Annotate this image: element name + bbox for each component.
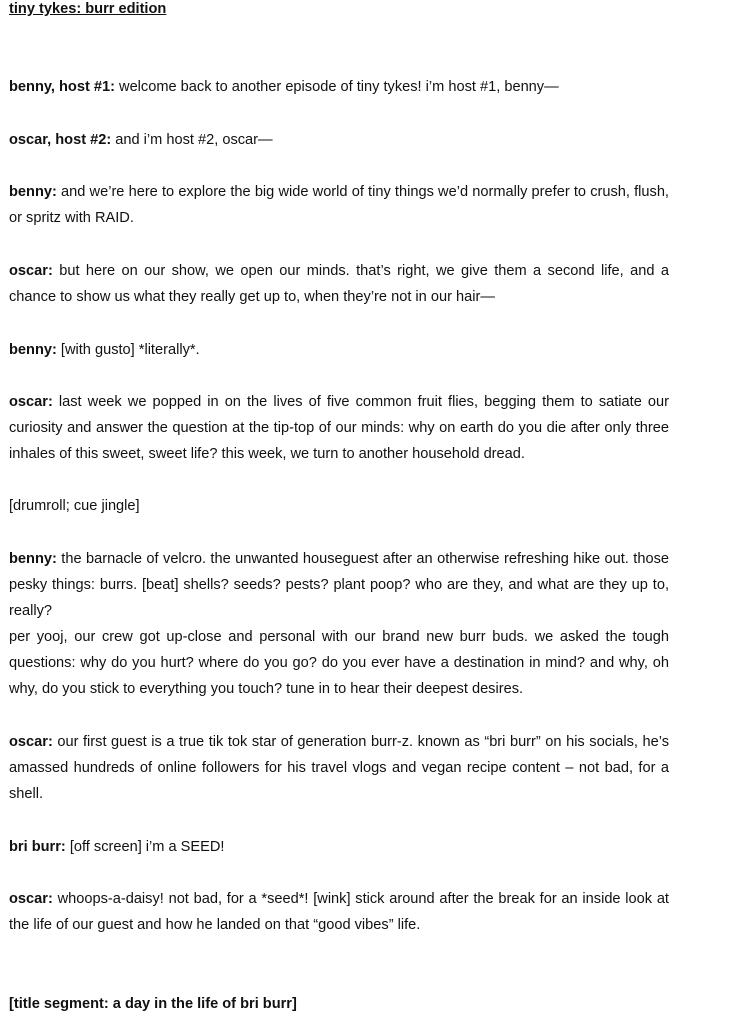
- dialogue-text: last week we popped in on the lives of five common fruit flies, begging them to satiate our curiosity and answer the question at the tip-top of our minds: why on earth do you die after only three inhales of this sweet, sweet life? this week, we turn to another household dread.: [9, 394, 669, 462]
- speaker-label: bri burr:: [9, 839, 66, 855]
- dialogue-text: [off screen] i’m a SEED!: [65, 839, 225, 855]
- dialogue-text: but here on our show, we open our minds. that’s right, we give them a second life, and a chance to show us what they really get up to, when they’re not in our hair—: [9, 263, 669, 305]
- speaker-label: benny:: [9, 184, 57, 200]
- segment-heading: [title segment: a day in the life of bri burr]: [9, 996, 297, 1012]
- stage-direction-text: [drumroll; cue jingle]: [9, 498, 140, 514]
- dialogue-line: [9, 127, 669, 153]
- speaker-label: benny:: [9, 551, 57, 567]
- dialogue-line: [9, 337, 669, 363]
- dialogue-line: [9, 179, 669, 231]
- dialogue-text: and we’re here to explore the big wide world of tiny things we’d normally prefer to crush, flush, or spritz with RAID.: [9, 184, 669, 226]
- narration-line: [9, 624, 669, 702]
- dialogue-line: [9, 546, 669, 624]
- dialogue-text: welcome back to another episode of tiny tykes! i’m host #1, benny—: [114, 79, 559, 95]
- speaker-label: oscar:: [9, 394, 53, 410]
- dialogue-line: [9, 886, 669, 938]
- dialogue-line: [9, 389, 669, 467]
- document-title: tiny tykes: burr edition: [9, 1, 167, 17]
- speaker-label: oscar, host #2:: [9, 132, 112, 148]
- speaker-label: oscar:: [9, 891, 53, 907]
- dialogue-text: the barnacle of velcro. the unwanted houseguest after an otherwise refreshing hike out. those pesky things: burrs. [beat] shells? seeds? pests? plant poop? who are they, and what are they up to, really?: [9, 551, 669, 619]
- speaker-label: oscar:: [9, 263, 53, 279]
- dialogue-line: [9, 729, 669, 807]
- speaker-label: oscar:: [9, 734, 53, 750]
- dialogue-line: [9, 834, 669, 860]
- dialogue-text: whoops-a-daisy! not bad, for a *seed*! [wink] stick around after the break for an inside look at the life of our guest and how he landed on that “good vibes” life.: [9, 891, 669, 933]
- speaker-label: benny:: [9, 342, 57, 358]
- dialogue-text: and i’m host #2, oscar—: [111, 132, 273, 148]
- dialogue-text: our first guest is a true tik tok star of generation burr-z. known as “bri burr” on his socials, he’s amassed hundreds of online followers for his travel vlogs and vegan recipe content – not bad, for a shell.: [9, 734, 669, 802]
- dialogue-line: [9, 74, 669, 100]
- stage-direction: [9, 493, 669, 519]
- dialogue-text: [with gusto] *literally*.: [56, 342, 200, 358]
- dialogue-line: [9, 258, 669, 310]
- speaker-label: benny, host #1:: [9, 79, 115, 95]
- narration-text: per yooj, our crew got up-close and personal with our brand new burr buds. we asked the tough questions: why do you hurt? where do you go? do you ever have a destination in mind? and why, oh why, do you stick to everything you touch? tune in to hear their deepest desires.: [9, 629, 669, 697]
